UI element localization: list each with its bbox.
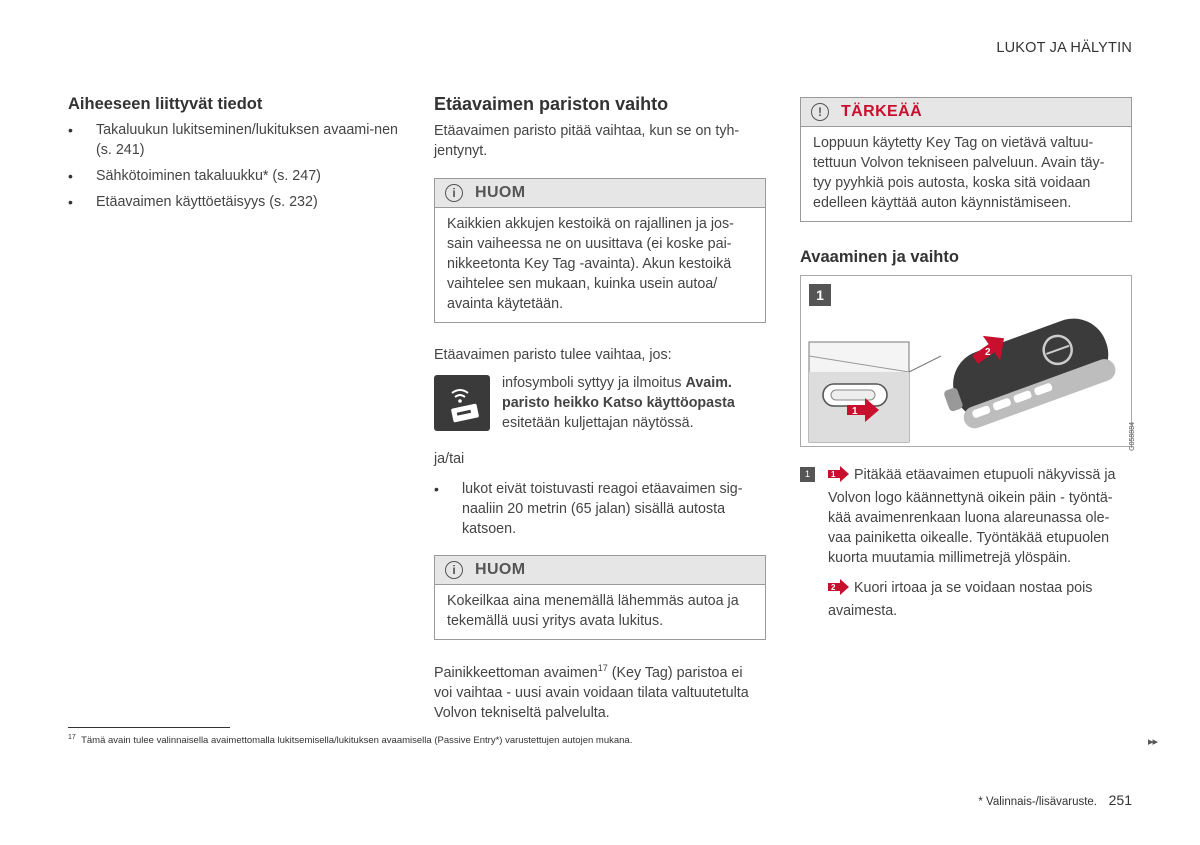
footnote-number: 17	[68, 734, 76, 741]
step-badge: 1	[800, 467, 815, 482]
list-item[interactable]: • Takaluukun lukitseminen/lukituksen avaami-nen (s. 241)	[68, 120, 398, 160]
important-text: Loppuun käytetty Key Tag on vietävä valtuu-tettuun Volvon tekniseen palveluun. Avain täy-tyy pyyhkiä pois autosta, koska sitä voidaan edelleen käyttää auton käynnistämiseen.	[813, 135, 1105, 211]
note-label: HUOM	[475, 561, 526, 578]
arrow-2-icon	[828, 579, 850, 601]
note-header	[435, 179, 765, 208]
symbol-row	[434, 373, 766, 433]
related-info-heading: Aiheeseen liittyvät tiedot	[68, 95, 263, 113]
figure-badge: 1	[809, 284, 831, 306]
list-item[interactable]: • Sähkötoiminen takaluukku* (s. 247)	[68, 166, 398, 186]
svg-text:2: 2	[985, 347, 991, 358]
footnote-divider	[68, 727, 230, 728]
note-box	[434, 178, 766, 323]
key-battery-icon	[434, 375, 490, 431]
arrow-1-icon	[828, 466, 850, 488]
note-text: Kaikkien akkujen kestoikä on rajallinen ja jos-sain vaiheessa ne on uusittava (ei koske pai-nikkeetonta Key Tag -avainta). Akun kestoikä vaihtelee sen mukaan, kuinka usein autoa/ avainta käytetään.	[447, 216, 734, 312]
warning-icon: !	[811, 103, 829, 121]
note-box	[434, 555, 766, 640]
section-heading: Etäavaimen pariston vaihto	[434, 94, 669, 114]
chapter-title: LUKOT JA HÄLYTIN	[996, 40, 1132, 56]
optional-note: * Valinnais-/lisävaruste.	[978, 796, 1098, 808]
svg-text:2: 2	[831, 583, 836, 592]
page-number: 251	[1108, 792, 1132, 808]
important-box	[800, 97, 1132, 222]
note-header	[435, 556, 765, 585]
step-2	[800, 578, 1124, 621]
footnote-text: Tämä avain tulee valinnaisella avaimettomalla lukitsemisella/lukituksen avaamisella (Passive Entry*) varustettujen autojen mukana.	[81, 735, 633, 747]
svg-text:1: 1	[831, 470, 836, 479]
figure-code: G058884	[1129, 422, 1136, 451]
step-1-text: 1 Pitäkää etäavaimen etupuoli näkyvissä ja Volvon logo käännettynä oikein päin - työntä-kää avaimenrenkaan luona alareunassa ole-vaa painiketta oikealle. Työntäkää etupuolen kuorta muutamia millimetrejä ylöspäin.	[828, 467, 1116, 566]
opening-section	[800, 97, 1136, 621]
final-text: Painikkeettoman avaimen$^{17}$ (Key Tag) paristoa ei voi vaihtaa - uusi avain voidaan tilata valtuutetulta Volvon tekniseltä palvelulta.	[434, 663, 749, 721]
battery-change-section	[434, 94, 766, 723]
important-header	[801, 98, 1131, 127]
arrow-2-icon	[971, 334, 1011, 373]
related-info-section	[68, 95, 398, 218]
page-footer	[978, 792, 1132, 808]
next-page-icon[interactable]: ▸▸	[1148, 736, 1158, 748]
note-text: Kokeilkaa aina menemällä lähemmäs autoa ja tekemällä uusi yritys avata lukitus.	[447, 593, 739, 629]
key-figure	[800, 275, 1136, 451]
info-icon: i	[445, 561, 463, 579]
info-icon: i	[445, 184, 463, 202]
important-label: TÄRKEÄÄ	[841, 103, 923, 120]
when-text: Etäavaimen paristo tulee vaihtaa, jos:	[434, 347, 672, 363]
subsection-heading: Avaaminen ja vaihto	[800, 248, 959, 266]
intro-text: Etäavaimen paristo pitää vaihtaa, kun se on tyh-jentynyt.	[434, 123, 740, 159]
related-info-list	[68, 120, 398, 212]
step-1	[800, 465, 1124, 568]
footnote-ref[interactable]: 17	[597, 663, 608, 673]
note-label: HUOM	[475, 184, 526, 201]
step-2-text: 2 Kuori irtoaa ja se voidaan nostaa pois avaimesta.	[828, 580, 1093, 619]
list-item: • lukot eivät toistuvasti reagoi etäavaimen sig-naaliin 20 metrin (65 jalan) sisällä autosta katsoen.	[434, 479, 758, 539]
list-item[interactable]: • Etäavaimen käyttöetäisyys (s. 232)	[68, 192, 398, 212]
arrow-1-icon	[847, 398, 881, 427]
footnote	[68, 734, 632, 746]
svg-text:1: 1	[852, 406, 858, 417]
or-text: ja/tai	[434, 451, 465, 467]
condition-list	[434, 479, 766, 539]
symbol-text: infosymboli syttyy ja ilmoitus Avaim. paristo heikko Katso käyttöopasta esitetään kuljettajan näytössä.	[502, 375, 735, 431]
